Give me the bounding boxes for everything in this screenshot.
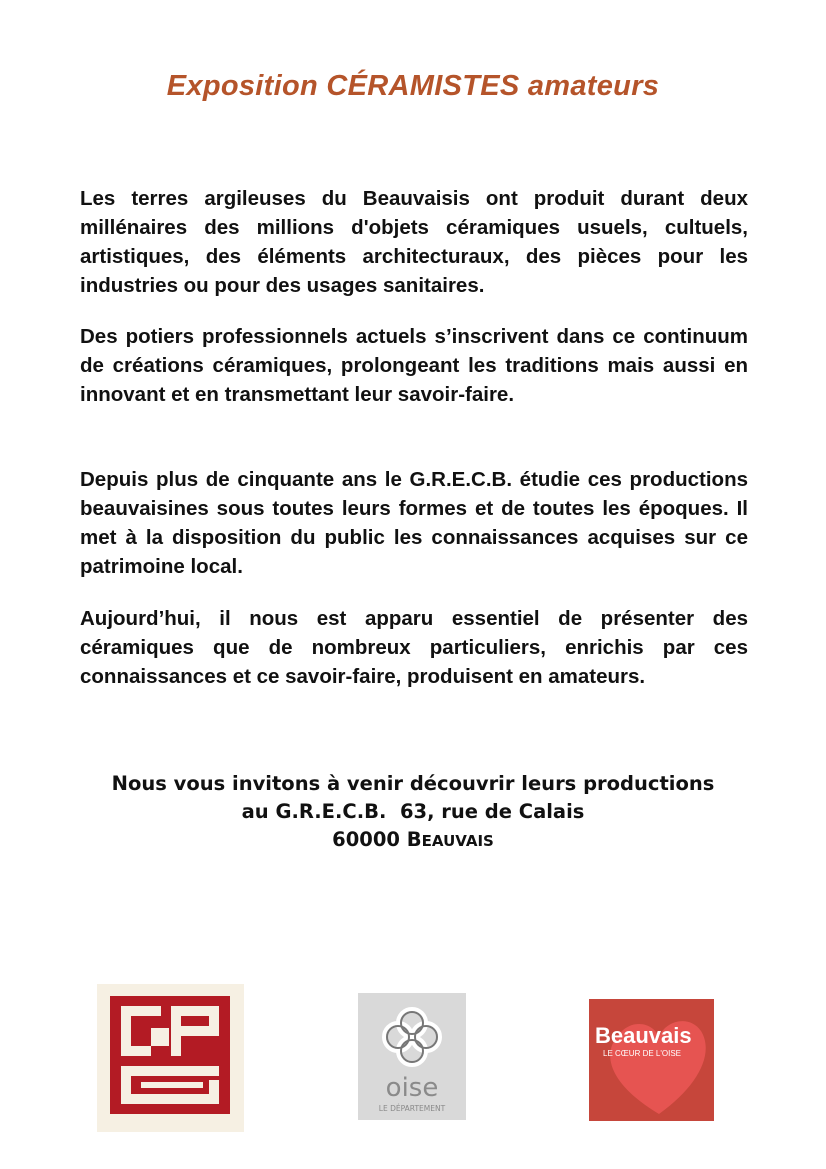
invitation-city (0, 826, 826, 855)
oise-department-logo (358, 993, 466, 1120)
city-rest: EAUVAIS (421, 832, 494, 850)
paragraph-4: Aujourd’hui, il nous est apparu essentiel de présenter des céramiques que de nombreux particuliers, enrichis par ces connaissances et ce savoir-faire, produisent en amateurs. (80, 607, 748, 688)
grecb-logo (97, 984, 244, 1132)
paragraph-2: Des potiers professionnels actuels s’inscrivent dans ce continuum de créations céramiques, prolongeant les traditions mais aussi en innovant et en transmettant leur savoir-faire. (80, 325, 748, 406)
invitation-line-1: Nous vous invitons à venir découvrir leurs productions (111, 772, 715, 795)
invitation-address: au G.R.E.C.B. 63, rue de Calais (241, 800, 585, 823)
postcode: 60000 (332, 828, 400, 851)
oise-text: oise (385, 1073, 439, 1103)
oise-subtext: LE DÉPARTEMENT (378, 1104, 446, 1113)
paragraph-3: Depuis plus de cinquante ans le G.R.E.C.B. étudie ces productions beauvaisines sous toutes leurs formes et de toutes les époques. Il met à la disposition du public les connaissances acquises sur ce patrimoine local. (80, 468, 748, 578)
beauvais-heart-logo (589, 999, 714, 1121)
paragraph-1: Les terres argileuses du Beauvaisis ont produit durant deux millénaires des millions d'objets céramiques usuels, cultuels, artistiques, des éléments architecturaux, des pièces pour les industries ou pour des usages sanitaires. (80, 187, 748, 297)
invitation-block (0, 770, 826, 855)
beauvais-subtext: LE CŒUR DE L'OISE (603, 1049, 681, 1058)
city-initial: B (406, 828, 422, 851)
beauvais-text: Beauvais (595, 1023, 692, 1048)
document-title: Exposition CÉRAMISTES amateurs (166, 70, 660, 102)
